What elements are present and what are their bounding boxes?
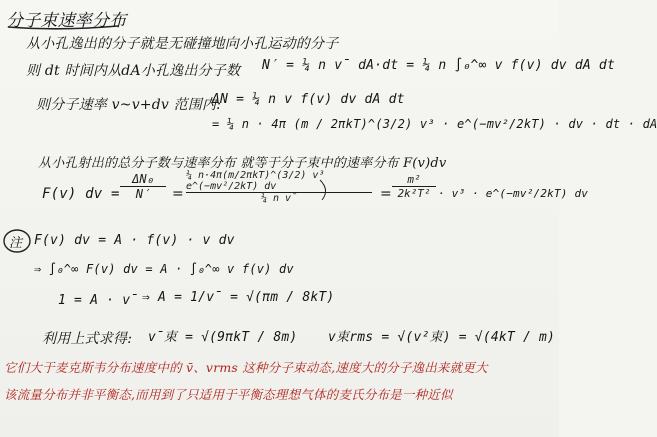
equals-2: =: [380, 186, 392, 202]
fraction-1-numerator: ΔN₀: [132, 172, 154, 186]
equals-1: =: [172, 186, 184, 202]
line-1: 从小孔逸出的分子就是无碰撞地向小孔运动的分子: [26, 36, 339, 52]
line-2-equation: N′ = ¼ n v̄ dA·dt = ¼ n ∫₀^∞ v f(v) dv dA dt: [262, 58, 615, 73]
line-10-label: 利用上式求得:: [42, 331, 133, 347]
line-3-label: 则分子速率 v~v+dv 范围内:: [36, 97, 222, 113]
page-title: 分子束速率分布: [6, 11, 127, 31]
line-7: F(v) dv = A · f(v) · v dv: [34, 233, 235, 248]
line-3-equation: ΔN = ¼ n v f(v) dv dA dt: [212, 92, 405, 107]
fraction-1: [120, 172, 166, 201]
fraction-2: [186, 170, 372, 204]
conclusion-line-1: 它们大于麦克斯韦分布速度中的 v̄、vrms 这种分子束动态,速度大的分子逸出来就更大: [4, 360, 488, 375]
fraction-3-numerator: m²: [407, 173, 421, 186]
fraction-3-denominator: 2k²T²: [397, 187, 431, 201]
line-9: 1 = A · v̄: [58, 293, 139, 308]
line-5: 从小孔射出的总分子数与速率分布 就等于分子束中的速率分布 F(v)dv: [38, 156, 447, 171]
line-10-mean-speed: v̄束 = √(9πkT / 8m): [148, 330, 298, 345]
line-10-rms-speed: v束rms = √(v²束) = √(4kT / m): [328, 330, 556, 345]
line-2-label: 则 dt 时间内从dA小孔逸出分子数: [26, 63, 241, 79]
fraction-2-numerator: ¼ n·4π(m/2πkT)^(3/2) v³ e^(−mv²/2kT) dv: [186, 170, 325, 192]
fraction-1-denominator: N′: [135, 187, 151, 202]
line-4-equation: = ¼ n · 4π (m / 2πkT)^(3/2) v³ · e^(−mv²/2kT) · dv · dt · dA: [212, 117, 657, 131]
line-9-result: ⇒ A = 1/v̄ = √(πm / 8kT): [142, 290, 335, 305]
line-8: ⇒ ∫₀^∞ F(v) dv = A · ∫₀^∞ v f(v) dv: [34, 262, 294, 276]
fraction-3: [392, 173, 436, 200]
line-6-lhs: F(v) dv =: [42, 186, 120, 202]
line-6-tail: · v³ · e^(−mv²/2kT) dv: [438, 187, 589, 200]
conclusion-line-2: 该流量分布并非平衡态,而用到了只适用于平衡态理想气体的麦氏分布是一种近似: [4, 387, 453, 402]
fraction-2-denominator: ¼ n v̄: [260, 193, 298, 205]
note-mark: 注: [9, 236, 23, 251]
